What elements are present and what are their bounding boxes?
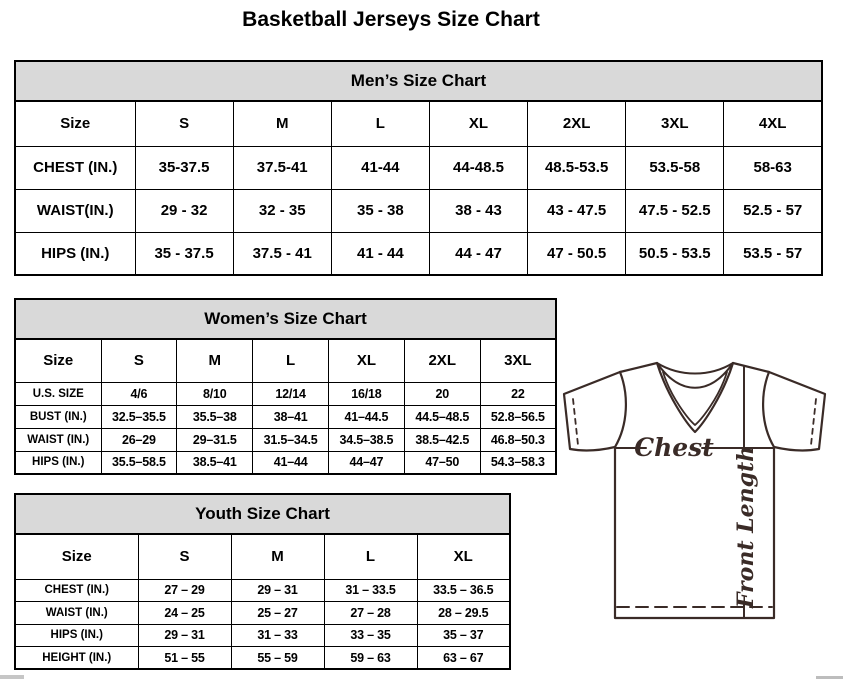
- jersey-cuff-stitch-left: [573, 399, 578, 445]
- column-header: 4XL: [724, 101, 822, 146]
- size-value: 54.3–58.3: [480, 451, 556, 474]
- size-value: 47 - 50.5: [528, 232, 626, 275]
- measurement-row: [15, 624, 510, 647]
- size-value: 52.8–56.5: [480, 405, 556, 428]
- youth-size-chart: [14, 493, 511, 670]
- column-header: XL: [328, 339, 404, 382]
- measurement-row: [15, 382, 556, 405]
- size-value: 8/10: [177, 382, 253, 405]
- size-value: 44.5–48.5: [404, 405, 480, 428]
- size-value: 58-63: [724, 146, 822, 189]
- measurement-row: [15, 232, 822, 275]
- measurement-row: [15, 405, 556, 428]
- front-length-label: Front Length: [733, 445, 759, 609]
- size-value: 33 – 35: [324, 624, 417, 647]
- jersey-collar-arc-outer: [657, 363, 733, 374]
- size-value: 53.5-58: [626, 146, 724, 189]
- size-value: 27 – 28: [324, 602, 417, 625]
- column-header: 3XL: [626, 101, 724, 146]
- womens-size-chart: [14, 298, 557, 475]
- column-header: L: [253, 339, 329, 382]
- row-label: WAIST (IN.): [15, 428, 101, 451]
- size-value: 51 – 55: [138, 647, 231, 670]
- size-value: 50.5 - 53.5: [626, 232, 724, 275]
- jersey-measurement-diagram: [550, 350, 843, 630]
- size-corner-header: Size: [15, 339, 101, 382]
- mens-size-chart: [14, 60, 823, 276]
- size-value: 38.5–42.5: [404, 428, 480, 451]
- row-label: HEIGHT (IN.): [15, 647, 138, 670]
- size-value: 29–31.5: [177, 428, 253, 451]
- measurement-row: [15, 189, 822, 232]
- size-value: 12/14: [253, 382, 329, 405]
- measurement-row: [15, 451, 556, 474]
- measurement-row: [15, 602, 510, 625]
- column-header: 3XL: [480, 339, 556, 382]
- size-value: 38.5–41: [177, 451, 253, 474]
- size-value: 41–44.5: [328, 405, 404, 428]
- page-title: Basketball Jerseys Size Chart: [242, 8, 540, 31]
- size-value: 59 – 63: [324, 647, 417, 670]
- column-header: 2XL: [528, 101, 626, 146]
- size-value: 29 – 31: [231, 579, 324, 602]
- size-value: 32.5–35.5: [101, 405, 177, 428]
- size-value: 35.5–38: [177, 405, 253, 428]
- size-header-row: [15, 339, 556, 382]
- row-label: CHEST (IN.): [15, 146, 135, 189]
- size-value: 28 – 29.5: [417, 602, 510, 625]
- size-value: 31 – 33: [231, 624, 324, 647]
- column-header: M: [231, 534, 324, 579]
- size-value: 52.5 - 57: [724, 189, 822, 232]
- jersey-cuff-stitch-right: [811, 399, 816, 445]
- size-value: 20: [404, 382, 480, 405]
- womens-chart-title: Women’s Size Chart: [14, 298, 557, 340]
- size-value: 43 - 47.5: [528, 189, 626, 232]
- jersey-armhole-right: [763, 372, 774, 447]
- size-value: 38–41: [253, 405, 329, 428]
- column-header: S: [138, 534, 231, 579]
- size-value: 48.5-53.5: [528, 146, 626, 189]
- size-value: 31.5–34.5: [253, 428, 329, 451]
- row-label: HIPS (IN.): [15, 624, 138, 647]
- jersey-diagram-svg: [550, 350, 843, 630]
- size-value: 37.5 - 41: [233, 232, 331, 275]
- size-value: 38 - 43: [429, 189, 527, 232]
- size-value: 44 - 47: [429, 232, 527, 275]
- size-value: 44-48.5: [429, 146, 527, 189]
- size-value: 33.5 – 36.5: [417, 579, 510, 602]
- jersey-shoulder-right: [733, 363, 769, 372]
- column-header: 2XL: [404, 339, 480, 382]
- size-value: 47–50: [404, 451, 480, 474]
- size-value: 63 – 67: [417, 647, 510, 670]
- measurement-row: [15, 579, 510, 602]
- size-value: 22: [480, 382, 556, 405]
- row-label: U.S. SIZE: [15, 382, 101, 405]
- size-value: 26–29: [101, 428, 177, 451]
- row-label: WAIST(IN.): [15, 189, 135, 232]
- size-value: 41-44: [331, 146, 429, 189]
- jersey-armhole-left: [615, 372, 626, 447]
- size-value: 4/6: [101, 382, 177, 405]
- column-header: XL: [417, 534, 510, 579]
- column-header: L: [324, 534, 417, 579]
- row-label: HIPS (IN.): [15, 232, 135, 275]
- size-value: 35-37.5: [135, 146, 233, 189]
- column-header: S: [101, 339, 177, 382]
- column-header: XL: [429, 101, 527, 146]
- size-value: 41 - 44: [331, 232, 429, 275]
- column-header: S: [135, 101, 233, 146]
- column-header: M: [177, 339, 253, 382]
- womens-size-table: [14, 338, 557, 475]
- measurement-row: [15, 647, 510, 670]
- youth-chart-title: Youth Size Chart: [14, 493, 511, 535]
- jersey-sleeve-left: [564, 372, 620, 450]
- chest-label: Chest: [634, 433, 714, 462]
- size-value: 35 – 37: [417, 624, 510, 647]
- row-label: BUST (IN.): [15, 405, 101, 428]
- size-value: 29 - 32: [135, 189, 233, 232]
- jersey-sleeve-right: [769, 372, 825, 450]
- mens-chart-title: Men’s Size Chart: [14, 60, 823, 102]
- size-header-row: [15, 534, 510, 579]
- size-value: 24 – 25: [138, 602, 231, 625]
- column-header: M: [233, 101, 331, 146]
- size-value: 31 – 33.5: [324, 579, 417, 602]
- size-value: 55 – 59: [231, 647, 324, 670]
- row-label: CHEST (IN.): [15, 579, 138, 602]
- size-value: 29 – 31: [138, 624, 231, 647]
- row-label: HIPS (IN.): [15, 451, 101, 474]
- size-value: 37.5-41: [233, 146, 331, 189]
- size-value: 35.5–58.5: [101, 451, 177, 474]
- size-value: 34.5–38.5: [328, 428, 404, 451]
- column-header: L: [331, 101, 429, 146]
- measurement-row: [15, 146, 822, 189]
- front-length-label-group: [728, 446, 759, 609]
- size-value: 27 – 29: [138, 579, 231, 602]
- row-label: WAIST (IN.): [15, 602, 138, 625]
- size-value: 25 – 27: [231, 602, 324, 625]
- size-value: 44–47: [328, 451, 404, 474]
- size-corner-header: Size: [15, 534, 138, 579]
- size-value: 46.8–50.3: [480, 428, 556, 451]
- mens-size-table: [14, 100, 823, 276]
- youth-size-table: [14, 533, 511, 670]
- size-value: 41–44: [253, 451, 329, 474]
- measurement-row: [15, 428, 556, 451]
- size-value: 35 - 37.5: [135, 232, 233, 275]
- size-value: 16/18: [328, 382, 404, 405]
- size-value: 32 - 35: [233, 189, 331, 232]
- size-value: 47.5 - 52.5: [626, 189, 724, 232]
- size-value: 35 - 38: [331, 189, 429, 232]
- scrollbar-fragment-left[interactable]: [0, 675, 24, 679]
- size-header-row: [15, 101, 822, 146]
- size-value: 53.5 - 57: [724, 232, 822, 275]
- jersey-shoulder-left: [620, 363, 657, 372]
- size-corner-header: Size: [15, 101, 135, 146]
